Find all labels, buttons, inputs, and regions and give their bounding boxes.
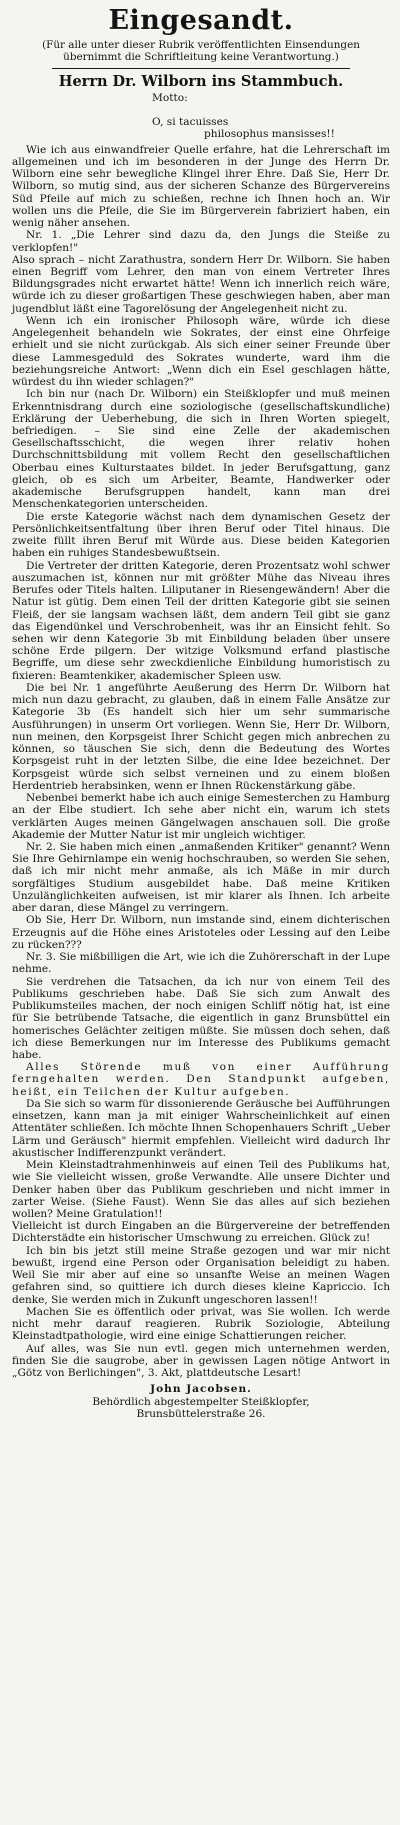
- paragraph: Auf alles, was Sie nun evtl. gegen mich unternehmen werden, finden Sie die saugrobe, aber in gewissen Lagen nötige Antwort in „Götz von Berlichingen", 3. Akt, plattdeutsche Lesart!: [12, 1342, 390, 1380]
- paragraph: Nr. 3. Sie mißbilligen die Art, wie ich die Zuhörerschaft in der Lupe nehme.: [12, 951, 390, 976]
- article-title: Herrn Dr. Wilborn ins Stammbuch.: [58, 72, 344, 90]
- paragraph: Die erste Kategorie wächst nach dem dynamischen Gesetz der Persönlichkeitsentfaltung über ihren Beruf oder Titel hinaus. Die zweite füllt ihren Beruf mit Würde aus. Diese beiden Kategorien haben ein ruhiges Standesbewußtsein.: [12, 510, 390, 560]
- author-title: Behördlich abgestempelter Steißklopfer,: [92, 1395, 310, 1408]
- paragraph: Die bei Nr. 1 angeführte Aeußerung des Herrn Dr. Wilborn hat mich nun dazu gebracht, zu glauben, daß in einem Falle Ansätze zur Kategorie 3b (Es handelt sich hier um sehr summarische Ausführungen) in unserm Ort vorliegen. Wenn Sie, Herr Dr. Wilborn, nun meinen, den Korpsgeist Ihrer Schicht gegen mich anbrechen zu können, so täuschen Sie sich, denn die Bedeutung des Wortes Korpsgeist ruht in der letzten Silbe, die eine Idee bezeichnet. Der Korpsgeist würde sich selbst verneinen und zu einem bloßen Herdentrieb herabsinken, wenn er Ihnen Rückenstärkung gäbe.: [12, 681, 390, 792]
- paragraph: Also sprach – nicht Zarathustra, sondern Herr Dr. Wilborn. Sie haben einen Begriff vom Lehrer, den man von einem Vertreter Ihres Bildungsgrades nicht erwartet hätte! Wenn ich innerlich reich wäre, würde ich zu dieser großartigen These geschwiegen haben, aber man jugendblut läßt eine Tagorelösung der Angelegenheit nicht zu.: [12, 253, 390, 315]
- author-name: John Jacobsen.: [150, 1383, 252, 1396]
- paragraph: Ich bin bis jetzt still meine Straße gezogen und war mir nicht bewußt, irgend eine Person oder Organisation beleidigt zu haben. Weil Sie mir aber auf eine so unsanfte Weise an meinen Wagen gefahren sind, so quittiere ich durch dieses kleine Kapriccio. Ich denke, Sie werden mich in Zukunft ungeschoren lassen!!: [12, 1244, 390, 1306]
- motto-text-2: philosophus mansisses!!: [204, 128, 335, 141]
- motto: [152, 92, 390, 141]
- paragraph: Nr. 1. „Die Lehrer sind dazu da, den Jungs die Steiße zu verklopfen!": [12, 229, 390, 254]
- paragraph: Mein Kleinstadtrahmenhinweis auf einen Teil des Publikums hat, wie Sie vielleicht wissen, große Verwandte. Alle unsere Dichter und Denker haben über das Publikum geschrieben und nicht immer in zarter Weise. (Siehe Faust). Wenn Sie das alles auf sich beziehen wollen? Meine Gratulation!!: [12, 1159, 390, 1221]
- signature: [12, 1383, 390, 1421]
- paragraph: Ich bin nur (nach Dr. Wilborn) ein Steißklopfer und muß meinen Erkenntnisdrang durch eine soziologische (gesellschaftskundliche) Erklärung der Ueberhebung, die sich in Ihren Worten spiegelt, befriedigen. – Sie sind eine Zelle der akademischen Gesellschaftsschicht, die wegen ihrer relativ hohen Durchschnittsbildung mit vollem Recht den gesellschaftlichen Oberbau eines Kulturstaates bildet. In jeder Berufsgattung, ganz gleich, ob es sich um Arbeiter, Beamte, Handwerker oder akademische Berufsgruppen handelt, kann man drei Menschenkategorien unterscheiden.: [12, 388, 390, 511]
- paragraph: Vielleicht ist durch Eingaben an die Bürgervereine der betreffenden Dichterstädte ein historischer Umschwung zu erreichen. Glück zu!: [12, 1220, 390, 1245]
- motto-line-1: [152, 92, 390, 129]
- paragraph: Machen Sie es öffentlich oder privat, was Sie wollen. Ich werde nicht mehr darauf reagieren. Rubrik Soziologie, Abteilung Kleinstadtpathologie, wird eine einige Schattierungen reicher.: [12, 1305, 390, 1343]
- paragraph: Die Vertreter der dritten Kategorie, deren Prozentsatz wohl schwer auszumachen ist, können nur mit größter Mühe das Niveau ihres Berufes oder Titels halten. Liliputaner in Riesengewändern! Aber die Natur ist gütig. Dem einen Teil der dritten Kategorie gibt sie seinen Fleiß, der sie langsam wachsen läßt, dem andern Teil gibt sie ganz das Eigendünkel und Verschrobenheit, was ihr an Einsicht fehlt. So sehen wir denn Kategorie 3b mit Einbildung beladen über unsere schöne Erde pilgern. Der witzige Volksmund erfand plastische Begriffe, um diese sehr zweckdienliche Einbildung humoristisch zu fixieren: Beamtenkiker, akademischer Spleen usw.: [12, 559, 390, 682]
- paragraph: Wie ich aus einwandfreier Quelle erfahre, hat die Lehrerschaft im allgemeinen und ich im besonderen in der Junge des Herrn Dr. Wilborn eine sehr bewegliche Klingel ihrer Ehre. Daß Sie, Herr Dr. Wilborn, so mutig sind, aus der sicheren Schanze des Bürgervereins Süd Pfeile auf mich zu schießen, rechne ich Ihnen hoch an. Wir wollen uns die Pfeile, die Sie im Bürgerverein fabriziert haben, ein wenig näher ansehen.: [12, 143, 390, 230]
- editorial-disclaimer: (Für alle unter dieser Rubrik veröffentlichten Einsendungen übernimmt die Schriftleitung keine Verantwortung.): [42, 39, 360, 64]
- author-address: Brunsbüttelerstraße 26.: [136, 1408, 266, 1421]
- paragraph: Ob Sie, Herr Dr. Wilborn, nun imstande sind, einem dichterischen Erzeugnis auf die Höhe eines Aristoteles oder Lessing auf den Leibe zu rücken???: [12, 914, 390, 951]
- article-body: [12, 144, 390, 1380]
- motto-label: Motto:: [152, 91, 188, 104]
- paragraph: Alles Störende muß von einer Aufführung ferngehalten werden. Den Standpunkt aufgeben, heißt, ein Teilchen der Kultur aufgeben.: [12, 1061, 390, 1098]
- column-heading: Eingesandt.: [108, 5, 294, 36]
- paragraph: Wenn ich ein ironischer Philosoph wäre, würde ich diese Angelegenheit behandeln wie Sokrates, der einst eine Ohrfeige erhielt und sie nicht zurückgab. Als sich einer seiner Freunde über diese Lammesgeduld des Sokrates wunderte, ward ihm die beziehungsreiche Antwort: „Wenn dich ein Esel geschlagen hätte, würdest du ihn wieder schlagen?": [12, 314, 390, 389]
- motto-text-1: O, si tacuisses: [152, 116, 229, 129]
- paragraph: Nebenbei bemerkt habe ich auch einige Semesterchen zu Hamburg an der Elbe studiert. Ich sehe aber nicht ein, warum ich stets verklärten Auges meinen Gängelwagen anschauen soll. Die große Akademie der Mutter Natur ist mir ungleich wichtiger.: [12, 792, 390, 841]
- paragraph: Sie verdrehen die Tatsachen, da ich nur von einem Teil des Publikums geschrieben habe. Daß Sie sich zum Anwalt des Publikumsteiles machen, der noch einigen Schliff nötig hat, ist eine für Sie betrübende Tatsache, die eigentlich in ganz Brunsbüttel ein homerisches Gelächter zeitigen müßte. Sie müssen doch sehen, daß ich diese Bemerkungen nur im Interesse des Publikums gemacht habe.: [12, 975, 390, 1061]
- paragraph: Da Sie sich so warm für dissonierende Geräusche bei Aufführungen einsetzen, kann man ja mit einiger Wahrscheinlichkeit auf einen Attentäter schließen. Ich möchte Ihnen Schopenhauers Schrift „Ueber Lärm und Geräusch" hiermit empfehlen. Vielleicht wird dadurch Ihr akustischer Indifferenzpunkt verändert.: [12, 1097, 390, 1159]
- paragraph: Nr. 2. Sie haben mich einen „anmaßenden Kritiker" genannt? Wenn Sie Ihre Gehirnlampe ein wenig hochschrauben, so werden Sie sehen, daß ich mir nicht mehr anmaße, als ich Mäße in mir durch sorgfältiges Studium ausgebildet habe. Daß meine Kritiken Unzulänglichkeiten aufweisen, ist mir klarer als Ihnen. Ich arbeite aber daran, diese Mängel zu verringern.: [12, 840, 390, 915]
- divider: [52, 68, 350, 69]
